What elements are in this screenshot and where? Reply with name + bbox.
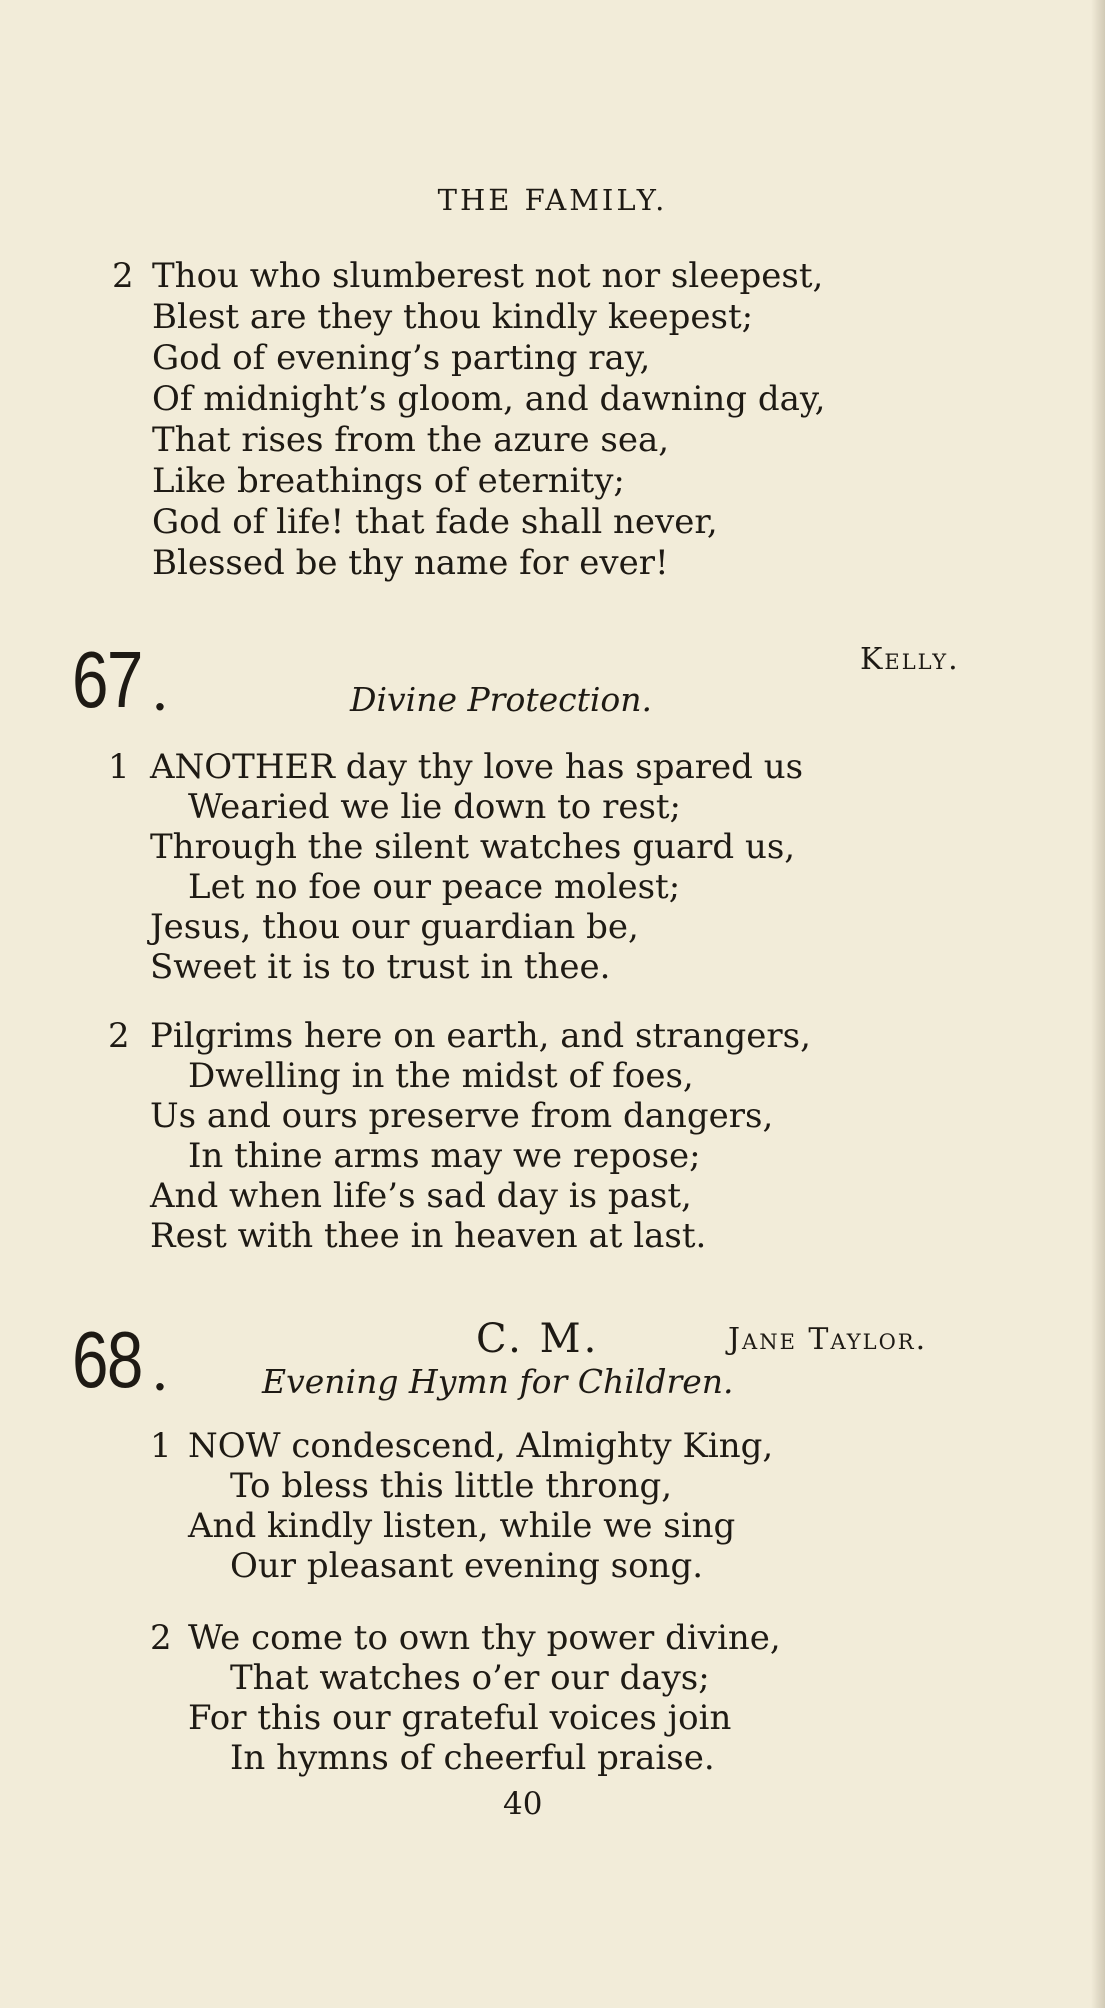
hymn-title: Evening Hymn for Children. bbox=[262, 1362, 734, 1401]
page-number: 40 bbox=[503, 1786, 543, 1822]
verse-line: God of evening’s parting ray, bbox=[152, 338, 651, 378]
hymn-author: Kelly. bbox=[860, 642, 960, 677]
hymn-meter: C. M. bbox=[476, 1316, 600, 1362]
verse-line: Of midnight’s gloom, and dawning day, bbox=[152, 379, 826, 419]
verse-line: And when life’s sad day is past, bbox=[150, 1176, 692, 1216]
verse-line: We come to own thy power divine, bbox=[188, 1618, 781, 1658]
verse-line: Our pleasant evening song. bbox=[230, 1546, 704, 1586]
verse-line: Let no foe our peace molest; bbox=[188, 867, 681, 907]
verse-line: And kindly listen, while we sing bbox=[188, 1506, 736, 1546]
verse-line: Wearied we lie down to rest; bbox=[188, 787, 682, 827]
verse-line: Blessed be thy name for ever! bbox=[152, 543, 669, 583]
hymn-number-dot: . bbox=[153, 673, 167, 720]
verse-line: Rest with thee in heaven at last. bbox=[150, 1216, 707, 1256]
hymn-author: Jane Taylor. bbox=[728, 1322, 928, 1357]
verse-line: Sweet it is to trust in thee. bbox=[150, 947, 611, 987]
verse-number: 1 bbox=[108, 747, 130, 787]
verse-line: That rises from the azure sea, bbox=[152, 420, 670, 460]
verse-number: 2 bbox=[112, 256, 134, 296]
verse-line: In thine arms may we repose; bbox=[188, 1136, 701, 1176]
verse-line: Blest are they thou kindly keepest; bbox=[152, 297, 754, 337]
verse-line: In hymns of cheerful praise. bbox=[230, 1738, 715, 1778]
hymn-title: Divine Protection. bbox=[350, 680, 653, 719]
verse-line: Jesus, thou our guardian be, bbox=[150, 907, 639, 947]
verse-line: Us and ours preserve from dangers, bbox=[150, 1096, 774, 1136]
verse-number: 2 bbox=[108, 1016, 130, 1056]
verse-number: 2 bbox=[150, 1618, 172, 1658]
verse-line: Through the silent watches guard us, bbox=[150, 827, 796, 867]
verse-line: ANOTHER day thy love has spared us bbox=[150, 747, 804, 787]
verse-line: NOW condescend, Almighty King, bbox=[188, 1426, 774, 1466]
verse-line: That watches o’er our days; bbox=[230, 1658, 710, 1698]
verse-line: God of life! that fade shall never, bbox=[152, 502, 718, 542]
page-edge-shadow bbox=[1091, 0, 1105, 2008]
verse-line: To bless this little throng, bbox=[230, 1466, 673, 1506]
hymn-number-dot: . bbox=[153, 1353, 167, 1400]
verse-line: Dwelling in the midst of foes, bbox=[188, 1056, 694, 1096]
running-head: THE FAMILY. bbox=[437, 183, 668, 217]
verse-number: 1 bbox=[150, 1426, 172, 1466]
verse-line: Like breathings of eternity; bbox=[152, 461, 625, 501]
verse-line: Thou who slumberest not nor sleepest, bbox=[152, 256, 824, 296]
verse-line: For this our grateful voices join bbox=[188, 1698, 732, 1738]
hymn-number: 68 bbox=[72, 1315, 142, 1404]
hymn-number: 67 bbox=[72, 635, 142, 724]
verse-line: Pilgrims here on earth, and strangers, bbox=[150, 1016, 811, 1056]
